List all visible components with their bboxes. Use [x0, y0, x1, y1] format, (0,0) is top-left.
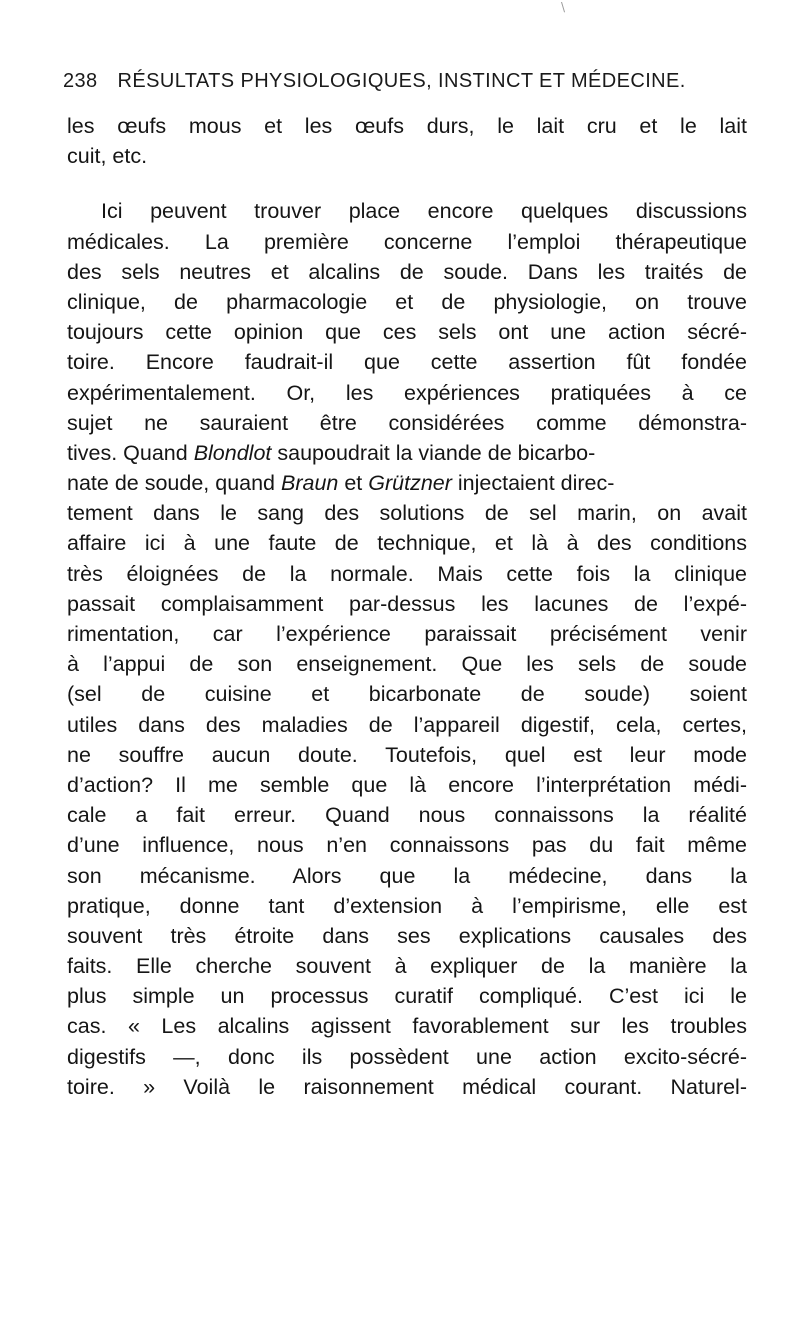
text-line: des sels neutres et alcalins de soude. Dans les traités de: [67, 259, 747, 284]
body-text: [67, 111, 747, 1102]
page-number: 238: [63, 70, 98, 92]
text-line: (sel de cuisine et bicarbonate de soude) soient: [67, 682, 747, 707]
text-line: utiles dans des maladies de l’appareil digestif, cela, certes,: [67, 712, 747, 737]
text-line: tement dans le sang des solutions de sel marin, on avait: [67, 501, 747, 526]
text-line: les œufs mous et les œufs durs, le lait cru et le lait: [67, 114, 747, 138]
running-title: RÉSULTATS PHYSIOLOGIQUES, INSTINCT ET MÉDECINE.: [117, 70, 686, 92]
text-line: digestifs —, donc ils possèdent une action excito-sécré-: [67, 1044, 747, 1069]
paragraph-first-line: Ici peuvent trouver place encore quelques discussions: [101, 199, 747, 224]
text-fragment: nate de soude, quand: [67, 471, 281, 496]
text-line: souvent très étroite dans ses explications causales des: [67, 923, 747, 948]
text-line: cas. « Les alcalins agissent favorablement sur les troubles: [67, 1014, 747, 1039]
text-line: clinique, de pharmacologie et de physiologie, on trouve: [67, 289, 747, 314]
text-fragment: et: [338, 471, 369, 496]
text-line: toire. » Voilà le raisonnement médical courant. Naturel-: [67, 1074, 747, 1099]
text-line: toujours cette opinion que ces sels ont une action sécré-: [67, 320, 747, 345]
text-line: faits. Elle cherche souvent à expliquer de la manière la: [67, 954, 747, 979]
text-line: [67, 468, 747, 498]
author-name-braun: Braun: [281, 471, 339, 496]
text-fragment: tives. Quand: [67, 440, 194, 465]
text-line: à l’appui de son enseignement. Que les sels de soude: [67, 652, 747, 677]
author-name-blondlot: Blondlot: [193, 440, 272, 465]
text-line: d’une influence, nous n’en connaissons pas du fait même: [67, 833, 747, 858]
text-line: expérimentalement. Or, les expériences pratiquées à ce: [67, 380, 747, 405]
scan-tick-mark: \: [561, 0, 566, 14]
author-name-grutzner: Grützner: [368, 471, 452, 496]
text-fragment: saupoudrait la viande de bicarbo-: [271, 440, 596, 465]
text-line: passait complaisamment par-dessus les lacunes de l’expé-: [67, 591, 747, 616]
paragraph-gap: [67, 171, 747, 196]
text-line: rimentation, car l’expérience paraissait précisément venir: [67, 622, 747, 646]
text-line: pratique, donne tant d’extension à l’empirisme, elle est: [67, 893, 747, 918]
text-line: toire. Encore faudrait-il que cette assertion fût fondée: [67, 350, 747, 375]
text-line: d’action? Il me semble que là encore l’interprétation médi-: [67, 772, 747, 797]
text-line: médicales. La première concerne l’emploi thérapeutique: [67, 229, 747, 254]
text-line: très éloignées de la normale. Mais cette fois la clinique: [67, 561, 747, 586]
text-line: sujet ne sauraient être considérées comme démonstra-: [67, 410, 747, 435]
text-line: affaire ici à une faute de technique, et là à des conditions: [67, 531, 747, 556]
text-line: [67, 438, 747, 468]
text-line: cuit, etc.: [67, 144, 148, 169]
text-line: plus simple un processus curatif compliqué. C’est ici le: [67, 984, 747, 1009]
running-header: [63, 70, 743, 98]
text-fragment: injectaient direc-: [451, 471, 615, 496]
text-line: ne souffre aucun doute. Toutefois, quel est leur mode: [67, 742, 747, 767]
text-line: cale a fait erreur. Quand nous connaissons la réalité: [67, 803, 747, 828]
text-line: son mécanisme. Alors que la médecine, dans la: [67, 863, 747, 888]
